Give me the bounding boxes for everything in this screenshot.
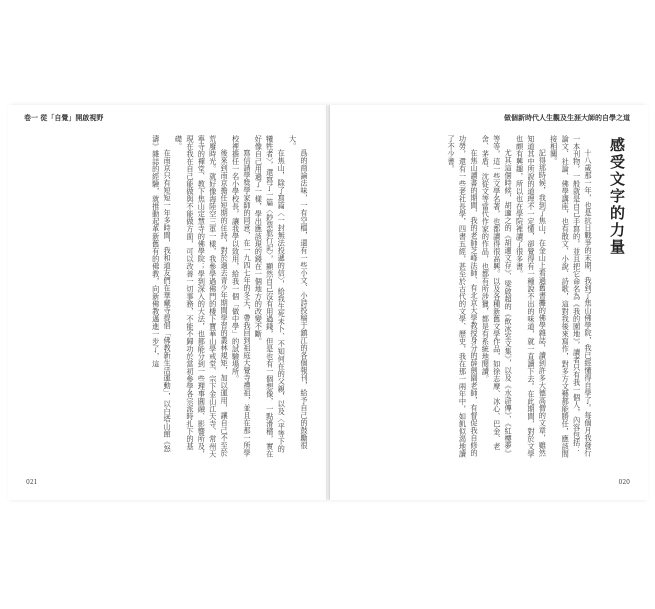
right-running-head: 做個新時代人生觀及生涯大師的自學之道 xyxy=(504,113,630,122)
right-page xyxy=(330,105,648,500)
right-paragraph: 在焦山讀書的期間，我的老師芝峰法師、有北京大學教授身分的薛劍園老師，有督促我自修的功勞，還有一些老社長學，四書五經，甚至於古代的文學、歷史，我在那一兩年中，如飢似渴地讀了不少書。 xyxy=(447,135,479,458)
left-paragraph: 在南京只有短短一年多時間，我和道友們在華藏寺提倡「佛教新生活運動」，以白塔山館《怒濤》雜誌的經驗，就推動起革新舊有的佛教，向新佛教邁進一步了，這 xyxy=(151,135,173,454)
left-paragraph: 寫信請學獎學家師的同意，在一九四七年的冬天，帶我回到祖庭大覺寺禮祖，並且在那一所學校裡擔任一名小學校長，讓我學以致用，給我一個「做中學」的試驗場所。 xyxy=(231,135,252,457)
right-paragraph: 記得那時候，我到了焦山，在金山上看過舊書攤的佛學雜誌，讀到許多大德高僧的文章，雖然知道其中所說的道理不一定懂，卻覺得有一種說不出的味道，就一直讀下去。在此期間，對於文學也頗有興趣，所以也在學院裡讀了很多書。 xyxy=(515,135,548,458)
right-page-number: 020 xyxy=(618,479,630,486)
left-page-number: 021 xyxy=(26,479,38,486)
section-title: 感受文字的力量 xyxy=(608,137,626,256)
left-running-head: 卷一 從「自覺」開啟視野 xyxy=(24,113,104,122)
right-page-body xyxy=(344,135,594,460)
left-paragraph: 爲的商論法味，一有空檔，還有一些小文、小詩投稿于鎮江的各個報刊，給予自己的鼓勵很大。 xyxy=(288,135,309,450)
right-paragraph: 尤其這個時候，胡適之的《胡適文存》、梁啟超的《飲冰室文集》，以及《水滸傳》、《紅樓夢》等等，這一些文學名著，也都讀得很高興。以及各種新舊文學作品，如徐志摩、冰心、巴金、老舍、茅盾、沈從文等當代作家的作品，也都有所涉獵，都是有系統地閱讀。 xyxy=(481,135,514,458)
left-page-body xyxy=(22,135,310,460)
left-paragraph: 後來到南京擔任短期的住持，對於過去青少年期間學習的叢林規矩，加以運用，讓自己不至於荒廢時光。就好像海陸空三軍一樣，我參學過佛門的棲下寶華山學戒堂、宗下金山江天寺、常州天寧寺的禪堂、教下焦山定慧寺的佛學院；學到深入的大法，也都能分到一些理事圓融、影響所及，現在我在自己能做與不能做方面，可以改善一切事務，不能不歸功於當初參學各宗派時扎下的基礎。 xyxy=(174,135,230,458)
left-paragraph: 在焦山，除了寫篇〈一封無法投遞的信〉，給我生死未卜、不知何在的父親，以及〈平等下的犧牲者〉，還寫了一篇〈鈔票旅行記〉，顯然自己沒有用過錢，但是也有一個想像，一點滑稽，實在好像自己用過了一樣，學出應該現的錢在一個地方的改變不斷。 xyxy=(254,135,287,458)
left-page xyxy=(8,105,326,500)
right-paragraph: 十八歲那一年，也是抗日戰爭的末期，我到了焦山佛學院，我已經懂得自學了。每個月我發行一本刊物，一般就是自己手寫的，並且把它命名為《我的園地》，讀者只有我一個人，內容包括：論文、社論、佛學講座，也有散文、小說、詩歌，這對我後來寫作，對多方文藝都能勝任，應該間接相關。 xyxy=(549,135,593,458)
